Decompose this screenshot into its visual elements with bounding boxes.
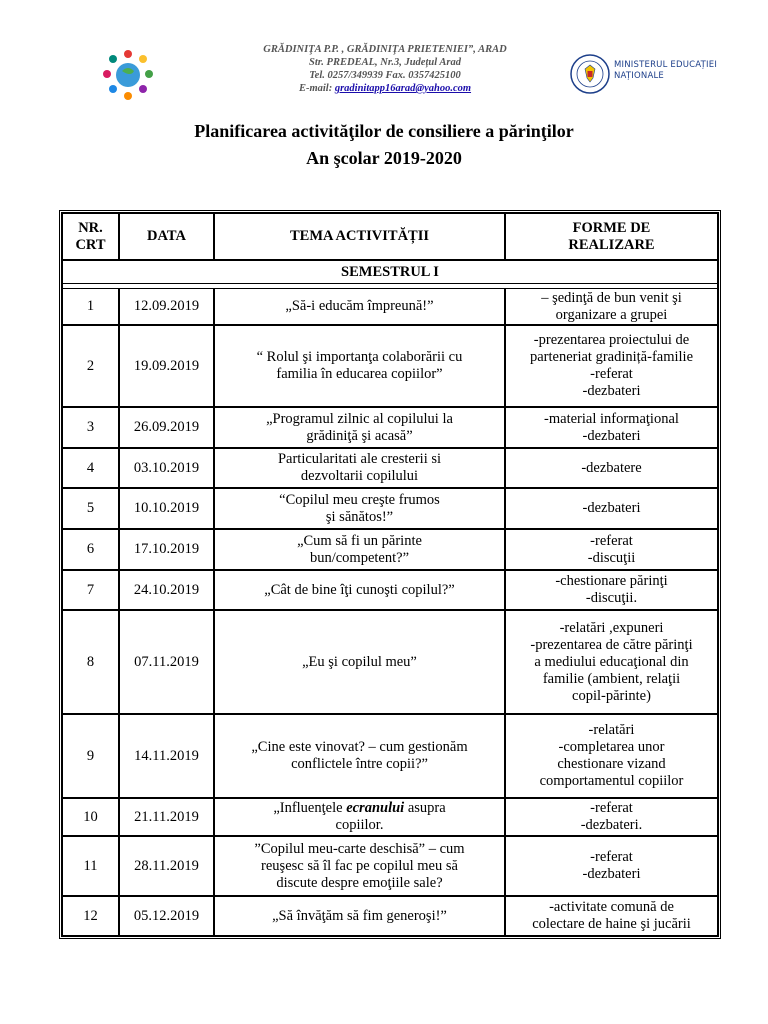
row-forms: [505, 610, 718, 714]
forms-line: -referat: [590, 532, 633, 549]
row-theme: [214, 407, 505, 448]
forms-line: -activitate comună de: [549, 899, 674, 915]
theme-line: “Copilul meu creşte frumos: [279, 491, 440, 508]
row-forms: [505, 714, 718, 798]
table-row: [62, 488, 718, 529]
row-date: 05.12.2019: [119, 896, 214, 936]
row-theme: [214, 714, 505, 798]
theme-line: bun/competent?”: [309, 549, 410, 566]
table-row: [62, 610, 718, 714]
semester-label: SEMESTRUL I: [62, 260, 718, 284]
row-forms: [505, 836, 718, 896]
theme-line: şi sănătos!”: [325, 508, 394, 525]
forms-line: -prezentarea proiectului de: [533, 332, 690, 348]
table-row: [62, 714, 718, 798]
ministry-name: [614, 60, 724, 82]
ministry-name-line1: MINISTERUL EDUCAȚIEI: [614, 60, 718, 70]
forms-line: -completarea unor: [558, 739, 665, 755]
forms-line: a mediului educaţional din: [534, 653, 689, 670]
theme-line: copiilor.: [335, 817, 384, 833]
forms-line: -dezbatere: [581, 459, 642, 476]
row-number: 8: [62, 610, 119, 714]
kindergarten-name: GRĂDINIŢA P.P. , GRĂDINIŢA PRIETENIEI”, ARAD: [263, 44, 507, 55]
row-theme: [214, 529, 505, 570]
theme-text: „Influenţele: [273, 800, 347, 816]
forms-line: -prezentarea de către părinţi: [530, 636, 693, 653]
forms-line: -dezbateri: [582, 866, 641, 882]
row-number: 3: [62, 407, 119, 448]
kindergarten-phone: Tel. 0257/349939 Fax. 0357425100: [309, 70, 461, 81]
table-row: [62, 570, 718, 610]
theme-emphasis: ecranului: [346, 800, 405, 816]
theme-line: ”Copilul meu-carte deschisă” – cum: [254, 840, 465, 857]
table-row: [62, 798, 718, 836]
theme-line: dezvoltarii copilului: [300, 468, 419, 484]
forms-line: parteneriat gradiniță-familie: [529, 349, 694, 365]
row-number: 11: [62, 836, 119, 896]
ministry-name-line2: NAȚIONALE: [614, 71, 664, 81]
theme-line: „Să învăţăm să fim generoşi!”: [272, 907, 447, 924]
forms-line: -discuţii.: [585, 590, 638, 606]
row-forms: [505, 288, 718, 325]
header-date: DATA: [119, 213, 214, 260]
theme-line: Particularitati ale cresterii si: [277, 451, 442, 467]
row-forms: [505, 488, 718, 529]
table-row: [62, 288, 718, 325]
forms-line: -referat: [590, 849, 633, 865]
forms-line: -chestionare părinţi: [555, 573, 668, 589]
row-date: 10.10.2019: [119, 488, 214, 529]
theme-text: asupra: [404, 800, 446, 816]
row-theme: [214, 448, 505, 488]
forms-line: comportamentul copiilor: [539, 773, 684, 789]
government-seal-icon: [570, 54, 610, 94]
table-row: [62, 407, 718, 448]
row-number: 6: [62, 529, 119, 570]
row-number: 12: [62, 896, 119, 936]
theme-line: discute despre emoţiile sale?: [276, 874, 443, 891]
row-number: 7: [62, 570, 119, 610]
row-date: 14.11.2019: [119, 714, 214, 798]
row-forms: [505, 325, 718, 407]
row-theme: [214, 288, 505, 325]
school-year-subtitle: An şcolar 2019-2020: [306, 148, 462, 168]
row-forms: [505, 529, 718, 570]
theme-line: familia în educarea copiilor”: [276, 366, 443, 382]
theme-line: „Cine este vinovat? – cum gestionăm: [251, 739, 468, 755]
row-forms: [505, 896, 718, 936]
row-date: 26.09.2019: [119, 407, 214, 448]
table-row: [62, 448, 718, 488]
row-number: 4: [62, 448, 119, 488]
row-theme: [214, 325, 505, 407]
forms-line: – şedinţă de bun venit şi: [541, 289, 682, 306]
theme-line: [218, 800, 501, 817]
kindergarten-email-line: [200, 82, 570, 95]
theme-line: „Eu şi copilul meu”: [302, 653, 417, 670]
row-forms: [505, 570, 718, 610]
table-row: [62, 325, 718, 407]
row-theme: [214, 610, 505, 714]
header-theme: TEMA ACTIVITĂȚII: [214, 213, 505, 260]
theme-line: „Cum să fi un părinte: [297, 532, 422, 549]
header-forms-line1: FORME DE: [572, 219, 651, 236]
row-forms: [505, 448, 718, 488]
forms-line: colectare de haine şi jucării: [532, 916, 691, 932]
kindergarten-address-block: [200, 43, 570, 95]
theme-line: grădiniţă şi acasă”: [306, 427, 413, 444]
row-number: 5: [62, 488, 119, 529]
row-date: 19.09.2019: [119, 325, 214, 407]
row-forms: [505, 407, 718, 448]
forms-line: -dezbateri.: [580, 817, 643, 833]
activities-table: [59, 210, 721, 939]
forms-line: copil-părinte): [572, 687, 651, 704]
forms-line: -material informaţional: [544, 410, 679, 427]
email-link[interactable]: gradinitapp16arad@yahoo.com: [334, 83, 472, 94]
header-forms-line2: REALIZARE: [568, 236, 655, 253]
semester-row: [62, 260, 718, 284]
theme-line: conflictele între copii?”: [291, 756, 428, 772]
row-theme: [214, 836, 505, 896]
forms-line: -referat: [590, 366, 633, 382]
row-number: 10: [62, 798, 119, 836]
table-row: [62, 836, 718, 896]
row-date: 24.10.2019: [119, 570, 214, 610]
row-theme: [214, 488, 505, 529]
forms-line: -dezbateri: [582, 427, 641, 444]
ministry-logo: [570, 54, 720, 94]
table-row: [62, 529, 718, 570]
header-nr-line2: CRT: [75, 236, 106, 253]
theme-line: „Programul zilnic al copilului la: [266, 410, 453, 427]
forms-line: chestionare vizand: [557, 756, 666, 772]
header-nr-crt: [62, 213, 119, 260]
row-date: 28.11.2019: [119, 836, 214, 896]
theme-line: “ Rolul şi importanţa colaborării cu: [256, 349, 463, 365]
theme-line: reuşesc să îl fac pe copilul meu să: [261, 857, 458, 874]
forms-line: -dezbateri: [582, 383, 641, 399]
forms-line: -dezbateri: [582, 500, 641, 516]
row-number: 9: [62, 714, 119, 798]
row-number: 2: [62, 325, 119, 407]
row-date: 07.11.2019: [119, 610, 214, 714]
row-forms: [505, 798, 718, 836]
theme-line: „Să-i educăm împreună!”: [285, 298, 434, 314]
table-header-row: [62, 213, 718, 260]
activity-rows: [62, 288, 718, 936]
forms-line: -relatări ,expuneri: [559, 619, 664, 636]
kindergarten-street: Str. PREDEAL, Nr.3, Județul Arad: [309, 57, 461, 68]
row-date: 21.11.2019: [119, 798, 214, 836]
forms-line: organizare a grupei: [555, 306, 668, 323]
row-date: 03.10.2019: [119, 448, 214, 488]
row-theme: [214, 570, 505, 610]
row-theme: [214, 896, 505, 936]
forms-line: -referat: [590, 800, 633, 816]
document-title: Planificarea activităţilor de consiliere a părinţilor: [194, 121, 574, 141]
theme-line: „Cât de bine îţi cunoşti copilul?”: [264, 581, 455, 598]
email-label: E-mail:: [298, 83, 335, 94]
row-date: 17.10.2019: [119, 529, 214, 570]
row-theme: [214, 798, 505, 836]
forms-line: -relatări: [588, 722, 635, 738]
table-row: [62, 896, 718, 936]
kindergarten-logo-icon: [98, 48, 158, 102]
row-date: 12.09.2019: [119, 288, 214, 325]
row-number: 1: [62, 288, 119, 325]
header-nr-line1: NR.: [78, 219, 103, 236]
header-forms: [505, 213, 718, 260]
forms-line: familie (ambient, relaţii: [542, 670, 681, 687]
forms-line: -discuţii: [587, 549, 636, 566]
